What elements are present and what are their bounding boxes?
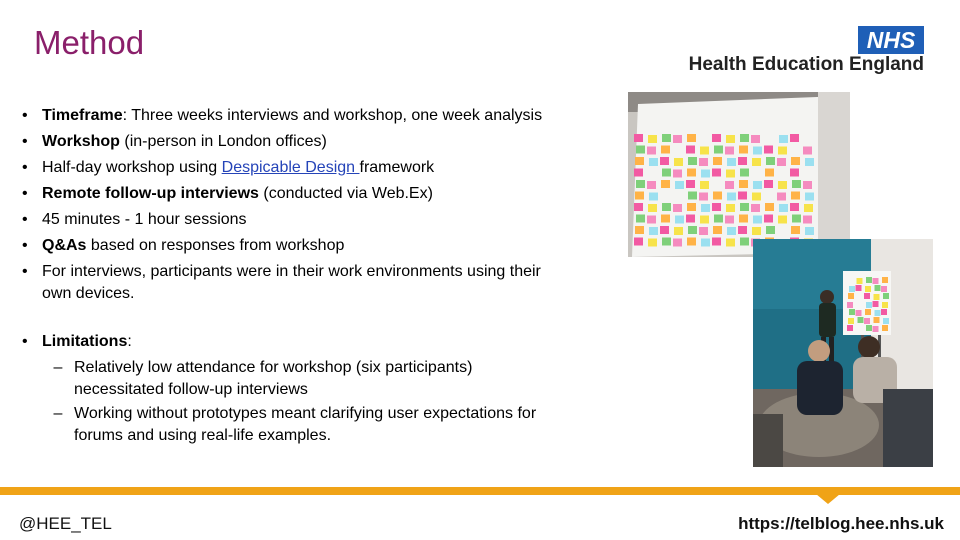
sticky-note xyxy=(661,146,670,154)
sticky-note xyxy=(791,226,800,234)
sticky-note xyxy=(849,309,855,315)
sticky-note xyxy=(792,180,801,188)
bullet-marker: • xyxy=(22,185,28,202)
sticky-note xyxy=(634,134,643,142)
sticky-note xyxy=(688,157,697,165)
sticky-note xyxy=(725,216,734,224)
sticky-note xyxy=(790,169,799,177)
sticky-note xyxy=(740,134,749,142)
sticky-note xyxy=(673,135,682,143)
sticky-note xyxy=(740,169,749,177)
limitation-text-line2: forums and using real-life examples. xyxy=(74,427,332,444)
sticky-note xyxy=(740,203,749,211)
sticky-note xyxy=(764,180,773,188)
sticky-note xyxy=(648,204,657,212)
sticky-note xyxy=(739,180,748,188)
sticky-note xyxy=(882,302,888,308)
sticky-note xyxy=(873,326,879,332)
sticky-note xyxy=(714,146,723,154)
bullet-marker: • xyxy=(22,211,28,228)
sticky-note xyxy=(661,180,670,188)
sticky-note xyxy=(865,286,871,292)
bullet-text: framework xyxy=(359,159,435,176)
sticky-note xyxy=(803,181,812,189)
sticky-note xyxy=(727,227,736,235)
sticky-note xyxy=(778,147,787,155)
bullet-text: Half-day workshop using xyxy=(42,159,222,176)
sticky-note xyxy=(766,226,775,234)
sticky-note xyxy=(636,180,645,188)
sticky-note xyxy=(700,147,709,155)
sticky-note xyxy=(687,134,696,142)
sticky-note xyxy=(881,286,887,292)
hee-logo xyxy=(656,26,928,80)
sticky-note xyxy=(766,157,775,165)
sticky-note xyxy=(864,318,870,324)
sticky-note xyxy=(662,203,671,211)
sticky-note xyxy=(634,238,643,246)
sticky-note xyxy=(765,203,774,211)
sticky-note xyxy=(712,203,721,211)
sticky-note xyxy=(805,227,814,235)
sticky-note xyxy=(848,293,854,299)
bullet-label: Workshop xyxy=(42,133,120,150)
sticky-note xyxy=(726,204,735,212)
sticky-note xyxy=(649,158,658,166)
bullet-limitations xyxy=(20,329,620,355)
sticky-note xyxy=(753,181,762,189)
twitter-handle: @HEE_TEL xyxy=(19,514,112,533)
bullet-timeframe xyxy=(20,103,620,129)
limitation-text-line2: necessitated follow-up interviews xyxy=(74,381,308,398)
sticky-note xyxy=(764,215,773,223)
sticky-note xyxy=(649,227,658,235)
sticky-note xyxy=(856,285,862,291)
sticky-note xyxy=(873,301,879,307)
sticky-notes-wall-photo xyxy=(628,92,850,257)
bullet-label: Timeframe xyxy=(42,107,123,124)
bullet-marker: • xyxy=(22,237,28,254)
sticky-note xyxy=(738,226,747,234)
sticky-note xyxy=(727,193,736,201)
sticky-note xyxy=(726,135,735,143)
sticky-note xyxy=(803,216,812,224)
sticky-note xyxy=(675,216,684,224)
sticky-note xyxy=(847,325,853,331)
sticky-note xyxy=(712,134,721,142)
slide-title: Method xyxy=(34,24,145,61)
sticky-note xyxy=(803,147,812,155)
sticky-note xyxy=(635,226,644,234)
sticky-note xyxy=(700,181,709,189)
sticky-note xyxy=(726,239,735,247)
sticky-note xyxy=(740,238,749,246)
sticky-note xyxy=(791,157,800,165)
sticky-note xyxy=(688,192,697,200)
nhs-logo-mark: NHS xyxy=(858,26,924,54)
sticky-note xyxy=(882,277,888,283)
bullet-text: : Three weeks interviews and workshop, one week analysis xyxy=(122,107,543,124)
sticky-note xyxy=(739,146,748,154)
sticky-note xyxy=(700,216,709,224)
bullet-text: 45 minutes - 1 hour sessions xyxy=(42,211,247,228)
sticky-note xyxy=(686,215,695,223)
sticky-note xyxy=(858,317,864,323)
bullet-text: (in-person in London offices) xyxy=(119,133,327,150)
sticky-note xyxy=(660,226,669,234)
sticky-note xyxy=(636,146,645,154)
sticky-note xyxy=(866,325,872,331)
sticky-note xyxy=(725,147,734,155)
sticky-note xyxy=(687,169,696,177)
sticky-note xyxy=(648,135,657,143)
sticky-note xyxy=(751,135,760,143)
sticky-note xyxy=(701,170,710,178)
sticky-note xyxy=(752,193,761,201)
bullet-label: Q&As xyxy=(42,237,87,254)
sticky-note xyxy=(712,169,721,177)
sticky-note xyxy=(779,204,788,212)
sticky-note xyxy=(634,203,643,211)
workshop-session-photo xyxy=(753,239,933,467)
sticky-note xyxy=(701,204,710,212)
sticky-note xyxy=(673,170,682,178)
sticky-note xyxy=(714,215,723,223)
sticky-note xyxy=(635,157,644,165)
sticky-note xyxy=(752,227,761,235)
sticky-note xyxy=(701,239,710,247)
sticky-note xyxy=(881,309,887,315)
sticky-note xyxy=(857,278,863,284)
bullet-session-length xyxy=(20,207,620,233)
sticky-note xyxy=(647,147,656,155)
sticky-note xyxy=(687,203,696,211)
sticky-note xyxy=(674,158,683,166)
sticky-note xyxy=(805,158,814,166)
sticky-note xyxy=(686,180,695,188)
sticky-note xyxy=(883,318,889,324)
sticky-note xyxy=(777,158,786,166)
sticky-note xyxy=(738,192,747,200)
bullet-interview-environment xyxy=(20,259,620,305)
sticky-note xyxy=(699,227,708,235)
sticky-note xyxy=(647,216,656,224)
sticky-note xyxy=(725,181,734,189)
sticky-note xyxy=(712,238,721,246)
sticky-note xyxy=(648,239,657,247)
bullet-remote-interviews xyxy=(20,181,620,207)
sticky-note xyxy=(713,226,722,234)
sticky-note xyxy=(699,193,708,201)
sticky-note xyxy=(804,204,813,212)
bullet-marker: • xyxy=(22,159,28,176)
sticky-note xyxy=(873,278,879,284)
sticky-note xyxy=(753,147,762,155)
sticky-note xyxy=(673,239,682,247)
bullet-qas xyxy=(20,233,620,259)
method-bullet-list xyxy=(20,103,620,447)
bullet-label: Remote follow-up interviews xyxy=(42,185,259,202)
sticky-note xyxy=(790,134,799,142)
sticky-note xyxy=(751,204,760,212)
sticky-note xyxy=(727,158,736,166)
sticky-note xyxy=(875,285,881,291)
sticky-note xyxy=(777,193,786,201)
sticky-note xyxy=(765,169,774,177)
sticky-note xyxy=(865,309,871,315)
sticky-note xyxy=(661,215,670,223)
sticky-note xyxy=(674,227,683,235)
bullet-half-day-workshop xyxy=(20,155,620,181)
limitation-text-line1: Working without prototypes meant clarifying user expectations for xyxy=(74,405,537,422)
sticky-note xyxy=(764,146,773,154)
bullet-label: Limitations xyxy=(42,333,128,350)
sticky-note xyxy=(866,302,872,308)
limitation-item xyxy=(42,403,620,447)
sticky-note xyxy=(673,204,682,212)
sticky-note xyxy=(883,293,889,299)
sticky-note xyxy=(753,216,762,224)
sticky-note xyxy=(660,157,669,165)
bullet-marker: • xyxy=(22,333,28,350)
sticky-note xyxy=(778,216,787,224)
sticky-note xyxy=(662,169,671,177)
sticky-note xyxy=(738,157,747,165)
sticky-note xyxy=(688,226,697,234)
sticky-note xyxy=(882,325,888,331)
sticky-note xyxy=(778,181,787,189)
bullet-text: : xyxy=(127,333,132,350)
sticky-note xyxy=(792,215,801,223)
sticky-note xyxy=(686,146,695,154)
sticky-note xyxy=(805,193,814,201)
bullet-workshop xyxy=(20,129,620,155)
sticky-note xyxy=(779,135,788,143)
bullet-text-line1: For interviews, participants were in their work environments using their xyxy=(42,263,541,280)
sticky-note xyxy=(866,277,872,283)
sticky-note xyxy=(699,158,708,166)
sticky-note xyxy=(647,181,656,189)
sticky-note xyxy=(848,318,854,324)
limitation-text-line1: Relatively low attendance for workshop (six participants) xyxy=(74,359,473,376)
sticky-note xyxy=(636,215,645,223)
sticky-note xyxy=(687,238,696,246)
sticky-note xyxy=(739,215,748,223)
sticky-note xyxy=(752,158,761,166)
limitation-item xyxy=(42,357,620,401)
sticky-note xyxy=(875,310,881,316)
sticky-note xyxy=(790,203,799,211)
dash-marker: – xyxy=(53,405,63,422)
sticky-note xyxy=(675,181,684,189)
sticky-note xyxy=(864,293,870,299)
sticky-note xyxy=(713,157,722,165)
bullet-marker: • xyxy=(22,263,28,280)
sticky-note xyxy=(874,294,880,300)
bullet-marker: • xyxy=(22,133,28,150)
sticky-note xyxy=(791,192,800,200)
sticky-note xyxy=(662,134,671,142)
sticky-note xyxy=(874,317,880,323)
sticky-note xyxy=(634,169,643,177)
hee-logo-text: Health Education England xyxy=(688,54,924,75)
bullet-text-line2: own devices. xyxy=(42,285,135,302)
despicable-design-link[interactable]: Despicable Design xyxy=(221,159,360,176)
sticky-note xyxy=(849,286,855,292)
sticky-note xyxy=(713,192,722,200)
sticky-note xyxy=(649,193,658,201)
sticky-note xyxy=(635,192,644,200)
bullet-marker: • xyxy=(22,107,28,124)
sticky-note xyxy=(856,310,862,316)
footer-bar-notch xyxy=(816,494,840,504)
sticky-note xyxy=(726,170,735,178)
dash-marker: – xyxy=(53,359,63,376)
bullet-text: (conducted via Web.Ex) xyxy=(258,185,433,202)
sticky-note xyxy=(847,302,853,308)
bullet-text: based on responses from workshop xyxy=(86,237,345,254)
blog-url[interactable]: https://telblog.hee.nhs.uk xyxy=(738,514,944,533)
sticky-note xyxy=(662,238,671,246)
